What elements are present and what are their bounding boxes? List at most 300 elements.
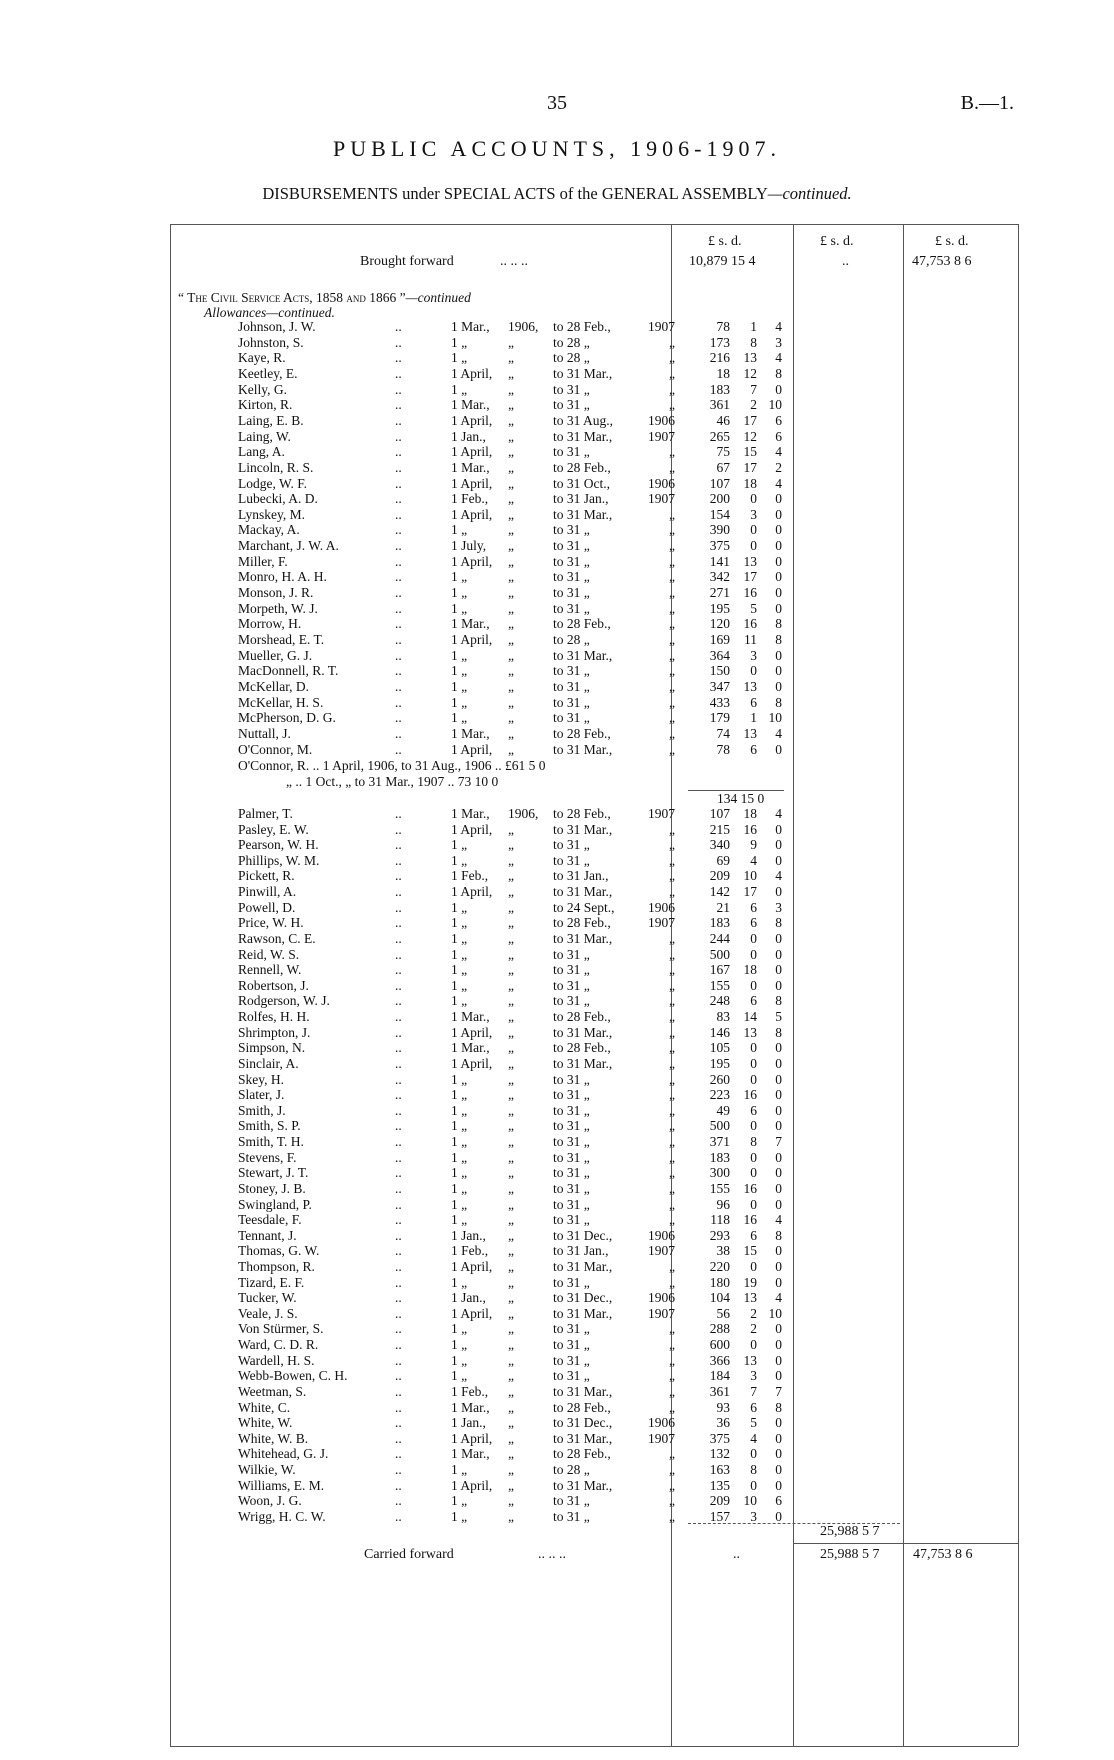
entry-shillings: 18 xyxy=(743,962,757,978)
entry-pence: 4 xyxy=(775,1290,782,1306)
entry-from-year: „ xyxy=(508,1508,514,1524)
entry-to-date: to 31 „ xyxy=(553,522,590,538)
entry-from-date: 1 Feb., xyxy=(451,868,489,884)
entry-name: Kaye, R. xyxy=(238,350,286,366)
entry-name: Lincoln, R. S. xyxy=(238,459,314,475)
entry-from-year: „ xyxy=(508,1477,514,1493)
entry-pence: 4 xyxy=(775,868,782,884)
entry-dots: .. xyxy=(395,350,402,366)
table-row xyxy=(0,1025,1114,1041)
entry-dots: .. xyxy=(395,946,402,962)
entry-to-date: to 31 Mar., xyxy=(553,1430,613,1446)
entry-to-year: 1906 xyxy=(648,899,675,915)
entry-from-year: „ xyxy=(508,1321,514,1337)
entry-pounds: 347 xyxy=(709,678,730,694)
entry-to-date: to 31 „ xyxy=(553,1087,590,1103)
entry-to-date: to 31 „ xyxy=(553,962,590,978)
entry-pence: 0 xyxy=(775,946,782,962)
entry-pounds: 361 xyxy=(709,1383,730,1399)
entry-name: Lodge, W. F. xyxy=(238,475,308,491)
entry-shillings: 13 xyxy=(743,1352,757,1368)
entry-to-year: „ xyxy=(669,1352,675,1368)
entry-from-year: „ xyxy=(508,1274,514,1290)
entry-pence: 0 xyxy=(775,1055,782,1071)
entry-pence: 0 xyxy=(775,930,782,946)
entry-name: Weetman, S. xyxy=(238,1383,307,1399)
subtitle-main: DISBURSEMENTS under SPECIAL ACTS of the GENERAL ASSEMBLY xyxy=(262,184,768,203)
entry-pounds: 46 xyxy=(716,412,730,428)
entry-to-date: to 28 „ xyxy=(553,1462,590,1478)
entry-to-year: 1907 xyxy=(648,806,675,821)
entry-pounds: 104 xyxy=(709,1290,730,1306)
entry-to-year: „ xyxy=(669,1196,675,1212)
entry-dots: .. xyxy=(395,821,402,837)
table-row xyxy=(0,1103,1114,1119)
entry-from-year: „ xyxy=(508,663,514,679)
table-row xyxy=(0,1040,1114,1056)
entry-shillings: 6 xyxy=(750,899,757,915)
table-row xyxy=(0,663,1114,679)
entry-from-date: 1 „ xyxy=(451,1196,468,1212)
entry-to-date: to 31 Mar., xyxy=(553,1024,613,1040)
entry-pence: 0 xyxy=(775,1196,782,1212)
entry-pence: 7 xyxy=(775,1134,782,1150)
entry-from-year: „ xyxy=(508,1102,514,1118)
entry-to-date: to 31 „ xyxy=(553,444,590,460)
entry-name: Pickett, R. xyxy=(238,868,295,884)
table-row xyxy=(0,1290,1114,1306)
table-row xyxy=(0,822,1114,838)
carried-forward-rule xyxy=(793,1543,1018,1544)
entry-name: Pearson, W. H. xyxy=(238,837,319,853)
entry-dots: .. xyxy=(395,616,402,632)
subtotal-col2: 25,988 5 7 xyxy=(820,1524,880,1539)
entry-dots: .. xyxy=(395,1227,402,1243)
entry-pence: 2 xyxy=(775,459,782,475)
entry-to-year: „ xyxy=(669,538,675,554)
entry-pounds: 38 xyxy=(716,1243,730,1259)
entry-name: Monson, J. R. xyxy=(238,585,314,601)
entry-from-date: 1 April, xyxy=(451,1258,493,1274)
entry-from-date: 1 „ xyxy=(451,600,468,616)
entry-pounds: 135 xyxy=(709,1477,730,1493)
entry-from-date: 1 „ xyxy=(451,1493,468,1509)
entry-from-year: „ xyxy=(508,725,514,741)
entry-from-date: 1 April, xyxy=(451,1477,493,1493)
entry-shillings: 0 xyxy=(750,1165,757,1181)
entry-to-date: to 31 Jan., xyxy=(553,491,609,507)
table-row xyxy=(0,742,1114,758)
entry-from-year: „ xyxy=(508,397,514,413)
entry-to-date: to 31 „ xyxy=(553,1071,590,1087)
entry-dots: .. xyxy=(395,725,402,741)
entry-shillings: 10 xyxy=(743,868,757,884)
entry-shillings: 0 xyxy=(750,538,757,554)
entry-shillings: 0 xyxy=(750,1040,757,1056)
entry-pence: 0 xyxy=(775,962,782,978)
entry-to-year: „ xyxy=(669,725,675,741)
entry-pence: 0 xyxy=(775,1118,782,1134)
entry-to-date: to 31 „ xyxy=(553,694,590,710)
entry-dots: .. xyxy=(395,1212,402,1228)
entry-from-year: „ xyxy=(508,710,514,726)
entry-pounds: 293 xyxy=(709,1227,730,1243)
entry-name: Rawson, C. E. xyxy=(238,930,316,946)
entry-to-year: „ xyxy=(669,1383,675,1399)
entry-dots: .. xyxy=(395,1243,402,1259)
entry-shillings: 11 xyxy=(744,632,757,647)
entry-dots: .. xyxy=(395,1446,402,1462)
table-row xyxy=(0,947,1114,963)
entry-pence: 8 xyxy=(775,1227,782,1243)
entry-from-date: 1 „ xyxy=(451,334,468,350)
entry-pence: 0 xyxy=(775,1180,782,1196)
entry-name: White, W. xyxy=(238,1415,293,1431)
table-row xyxy=(0,1243,1114,1259)
table-row xyxy=(0,1384,1114,1400)
entry-from-date: 1 Mar., xyxy=(451,806,490,821)
entry-dots: .. xyxy=(395,1430,402,1446)
entry-pounds: 107 xyxy=(709,806,730,821)
entry-to-date: to 28 „ xyxy=(553,334,590,350)
entry-from-date: 1 April, xyxy=(451,741,493,757)
entry-name: Marchant, J. W. A. xyxy=(238,538,339,554)
entry-name: Reid, W. S. xyxy=(238,946,300,962)
entry-dots: .. xyxy=(395,806,402,821)
table-row xyxy=(0,993,1114,1009)
entry-shillings: 2 xyxy=(750,1321,757,1337)
entry-shillings: 0 xyxy=(750,1258,757,1274)
table-row xyxy=(0,522,1114,538)
entry-pounds: 146 xyxy=(709,1024,730,1040)
entry-pounds: 183 xyxy=(709,915,730,931)
entry-to-date: to 31 „ xyxy=(553,1368,590,1384)
entry-pounds: 49 xyxy=(716,1102,730,1118)
entry-pence: 6 xyxy=(775,1493,782,1509)
entry-to-date: to 31 „ xyxy=(553,663,590,679)
entry-dots: .. xyxy=(395,899,402,915)
entry-name: Rodgerson, W. J. xyxy=(238,993,330,1009)
entry-to-year: „ xyxy=(669,1399,675,1415)
entry-to-year: „ xyxy=(669,600,675,616)
entry-from-year: „ xyxy=(508,647,514,663)
entry-pence: 0 xyxy=(775,1462,782,1478)
entry-from-date: 1 April, xyxy=(451,412,493,428)
entry-to-year: „ xyxy=(669,1446,675,1462)
entry-from-year: „ xyxy=(508,553,514,569)
entry-dots: .. xyxy=(395,538,402,554)
entry-name: Laing, E. B. xyxy=(238,412,304,428)
entry-shillings: 17 xyxy=(743,459,757,475)
entry-from-year: „ xyxy=(508,852,514,868)
entry-name: Morshead, E. T. xyxy=(238,632,325,647)
table-row xyxy=(0,1181,1114,1197)
entry-from-date: 1 Mar., xyxy=(451,397,490,413)
entry-to-date: to 28 Feb., xyxy=(553,806,611,821)
entry-shillings: 0 xyxy=(750,1196,757,1212)
entry-name: Thompson, R. xyxy=(238,1258,315,1274)
entry-shillings: 0 xyxy=(750,522,757,538)
entry-dots: .. xyxy=(395,1149,402,1165)
entry-to-date: to 31 Jan., xyxy=(553,1243,609,1259)
table-row xyxy=(0,429,1114,445)
entry-to-year: „ xyxy=(669,993,675,1009)
entry-to-date: to 31 „ xyxy=(553,538,590,554)
entry-dots: .. xyxy=(395,1134,402,1150)
entry-shillings: 6 xyxy=(750,741,757,757)
entry-pence: 0 xyxy=(775,585,782,601)
entry-pounds: 163 xyxy=(709,1462,730,1478)
entry-pence: 6 xyxy=(775,428,782,444)
entry-shillings: 4 xyxy=(750,1430,757,1446)
entry-pence: 0 xyxy=(775,1508,782,1524)
entry-shillings: 7 xyxy=(750,381,757,397)
section-continued: —continued xyxy=(405,290,471,305)
entry-dots: .. xyxy=(395,506,402,522)
entry-shillings: 16 xyxy=(743,1180,757,1196)
entry-shillings: 13 xyxy=(743,350,757,366)
table-row xyxy=(0,978,1114,994)
entry-to-date: to 31 „ xyxy=(553,1274,590,1290)
entry-shillings: 6 xyxy=(750,1102,757,1118)
table-row xyxy=(0,1415,1114,1431)
entry-to-year: „ xyxy=(669,1493,675,1509)
entry-from-date: 1 „ xyxy=(451,1071,468,1087)
carried-forward-col2: 25,988 5 7 xyxy=(820,1547,880,1562)
entry-from-year: „ xyxy=(508,444,514,460)
entry-from-year: „ xyxy=(508,1227,514,1243)
entry-dots: .. xyxy=(395,977,402,993)
entry-from-date: 1 „ xyxy=(451,710,468,726)
entry-from-date: 1 „ xyxy=(451,1462,468,1478)
entry-name: White, W. B. xyxy=(238,1430,309,1446)
entry-pence: 10 xyxy=(768,1305,782,1321)
entry-dots: .. xyxy=(395,678,402,694)
entry-name: Wardell, H. S. xyxy=(238,1352,315,1368)
entry-from-year: „ xyxy=(508,930,514,946)
entry-from-date: 1 „ xyxy=(451,647,468,663)
entry-dots: .. xyxy=(395,962,402,978)
entry-pounds: 364 xyxy=(709,647,730,663)
entry-dots: .. xyxy=(395,632,402,647)
entry-from-date: 1 April, xyxy=(451,553,493,569)
entry-name: Simpson, N. xyxy=(238,1040,306,1056)
entry-dots: .. xyxy=(395,852,402,868)
entry-to-year: „ xyxy=(669,569,675,585)
entry-pence: 0 xyxy=(775,1321,782,1337)
entry-from-date: 1 „ xyxy=(451,1180,468,1196)
entry-pounds: 155 xyxy=(709,1180,730,1196)
entry-from-year: „ xyxy=(508,821,514,837)
entry-dots: .. xyxy=(395,397,402,413)
entry-shillings: 12 xyxy=(743,428,757,444)
entry-pence: 4 xyxy=(775,475,782,491)
entry-name: Veale, J. S. xyxy=(238,1305,298,1321)
entry-pounds: 361 xyxy=(709,397,730,413)
entry-to-year: „ xyxy=(669,1258,675,1274)
entry-from-year: „ xyxy=(508,977,514,993)
entry-name: Lang, A. xyxy=(238,444,285,460)
entry-name: Robertson, J. xyxy=(238,977,309,993)
entry-name: Stewart, J. T. xyxy=(238,1165,309,1181)
entry-from-year: „ xyxy=(508,1134,514,1150)
entry-from-date: 1 Feb., xyxy=(451,491,489,507)
entry-from-year: „ xyxy=(508,884,514,900)
entry-name: Shrimpton, J. xyxy=(238,1024,311,1040)
entry-name: Keetley, E. xyxy=(238,365,298,381)
entry-from-year: „ xyxy=(508,1087,514,1103)
brought-forward-label: Brought forward xyxy=(360,254,454,269)
entry-from-date: 1 „ xyxy=(451,1274,468,1290)
entry-from-year: „ xyxy=(508,1290,514,1306)
entry-pounds: 271 xyxy=(709,585,730,601)
entry-to-year: „ xyxy=(669,962,675,978)
entry-shillings: 7 xyxy=(750,1383,757,1399)
table-row xyxy=(0,1462,1114,1478)
entry-pence: 0 xyxy=(775,1040,782,1056)
entry-from-year: „ xyxy=(508,868,514,884)
entry-from-date: 1 April, xyxy=(451,1055,493,1071)
entry-to-date: to 31 Mar., xyxy=(553,884,613,900)
entry-to-date: to 31 Mar., xyxy=(553,741,613,757)
entry-to-date: to 31 Mar., xyxy=(553,647,613,663)
entry-to-date: to 31 „ xyxy=(553,1196,590,1212)
entry-name: Mackay, A. xyxy=(238,522,300,538)
entry-name: Kelly, G. xyxy=(238,381,287,397)
entry-pounds: 67 xyxy=(716,459,730,475)
entry-pounds: 195 xyxy=(709,1055,730,1071)
entry-from-year: „ xyxy=(508,632,514,647)
entry-from-year: „ xyxy=(508,616,514,632)
entry-pounds: 209 xyxy=(709,868,730,884)
entry-shillings: 18 xyxy=(743,475,757,491)
entry-shillings: 8 xyxy=(750,1134,757,1150)
entry-to-date: to 24 Sept., xyxy=(553,899,615,915)
entry-to-date: to 28 Feb., xyxy=(553,459,611,475)
entry-to-year: „ xyxy=(669,1477,675,1493)
entry-dots: .. xyxy=(395,1274,402,1290)
entry-pounds: 433 xyxy=(709,694,730,710)
entry-to-date: to 31 „ xyxy=(553,553,590,569)
entry-from-date: 1 „ xyxy=(451,1118,468,1134)
entry-from-year: „ xyxy=(508,334,514,350)
entry-to-date: to 31 Mar., xyxy=(553,1258,613,1274)
entry-name: Miller, F. xyxy=(238,553,288,569)
entry-pence: 0 xyxy=(775,381,782,397)
carried-forward-col1: .. xyxy=(733,1547,740,1562)
entry-to-year: „ xyxy=(669,1040,675,1056)
entry-to-date: to 28 Feb., xyxy=(553,725,611,741)
entry-from-date: 1 April, xyxy=(451,632,493,647)
entry-from-date: 1 „ xyxy=(451,1134,468,1150)
entry-pounds: 195 xyxy=(709,600,730,616)
entry-pounds: 169 xyxy=(709,632,730,647)
entry-pounds: 105 xyxy=(709,1040,730,1056)
entry-dots: .. xyxy=(395,334,402,350)
entry-from-year: 1906, xyxy=(508,319,539,334)
entry-pence: 8 xyxy=(775,1399,782,1415)
table-row xyxy=(0,1446,1114,1462)
entry-pence: 4 xyxy=(775,319,782,334)
entry-name: Mueller, G. J. xyxy=(238,647,313,663)
entry-shillings: 1 xyxy=(750,319,757,334)
entry-from-year: „ xyxy=(508,1305,514,1321)
entry-to-year: 1907 xyxy=(648,1243,675,1259)
entry-from-date: 1 Mar., xyxy=(451,459,490,475)
entry-shillings: 18 xyxy=(743,806,757,821)
entry-to-year: „ xyxy=(669,522,675,538)
entry-to-year: „ xyxy=(669,1180,675,1196)
entry-shillings: 12 xyxy=(743,365,757,381)
table-row xyxy=(0,554,1114,570)
entry-from-year: „ xyxy=(508,1430,514,1446)
entry-shillings: 16 xyxy=(743,821,757,837)
entry-pounds: 74 xyxy=(716,725,730,741)
entry-name: Price, W. H. xyxy=(238,915,304,931)
entry-name: Pasley, E. W. xyxy=(238,821,309,837)
entry-pence: 4 xyxy=(775,725,782,741)
entry-pence: 0 xyxy=(775,491,782,507)
entry-to-date: to 31 „ xyxy=(553,1321,590,1337)
entry-to-year: „ xyxy=(669,1009,675,1025)
entry-from-date: 1 Mar., xyxy=(451,1040,490,1056)
entry-dots: .. xyxy=(395,1087,402,1103)
allowances-label: Allowances—continued. xyxy=(204,305,335,320)
entry-from-date: 1 „ xyxy=(451,569,468,585)
entry-to-year: 1907 xyxy=(648,428,675,444)
entry-name: Lubecki, A. D. xyxy=(238,491,318,507)
entry-from-date: 1 „ xyxy=(451,977,468,993)
entry-dots: .. xyxy=(395,491,402,507)
entry-pence: 8 xyxy=(775,616,782,632)
entry-pence: 0 xyxy=(775,1415,782,1431)
entry-to-year: „ xyxy=(669,1165,675,1181)
entry-shillings: 17 xyxy=(743,884,757,900)
entry-from-date: 1 Feb., xyxy=(451,1243,489,1259)
table-row xyxy=(0,695,1114,711)
entry-to-date: to 31 „ xyxy=(553,585,590,601)
entry-pounds: 120 xyxy=(709,616,730,632)
entry-dots: .. xyxy=(395,1165,402,1181)
entry-dots: .. xyxy=(395,459,402,475)
entry-name: Tizard, E. F. xyxy=(238,1274,305,1290)
entry-dots: .. xyxy=(395,475,402,491)
entry-from-year: „ xyxy=(508,1415,514,1431)
table-row xyxy=(0,1072,1114,1088)
entry-pounds: 173 xyxy=(709,334,730,350)
entry-to-date: to 31 „ xyxy=(553,1212,590,1228)
table-row xyxy=(0,413,1114,429)
table-row xyxy=(0,538,1114,554)
entry-shillings: 9 xyxy=(750,837,757,853)
table-row xyxy=(0,1165,1114,1181)
entry-dots: .. xyxy=(395,1118,402,1134)
table-row xyxy=(0,853,1114,869)
entry-from-year: „ xyxy=(508,1071,514,1087)
entry-dots: .. xyxy=(395,741,402,757)
table-row xyxy=(0,335,1114,351)
carried-forward-label: Carried forward xyxy=(364,1547,454,1562)
entry-from-date: 1 April, xyxy=(451,1024,493,1040)
entry-from-date: 1 Mar., xyxy=(451,725,490,741)
entry-from-date: 1 Jan., xyxy=(451,1415,486,1431)
entry-to-year: „ xyxy=(669,930,675,946)
entry-pence: 8 xyxy=(775,993,782,1009)
entry-to-date: to 31 „ xyxy=(553,852,590,868)
entry-pence: 0 xyxy=(775,884,782,900)
entry-pounds: 118 xyxy=(710,1212,730,1228)
table-row xyxy=(0,868,1114,884)
